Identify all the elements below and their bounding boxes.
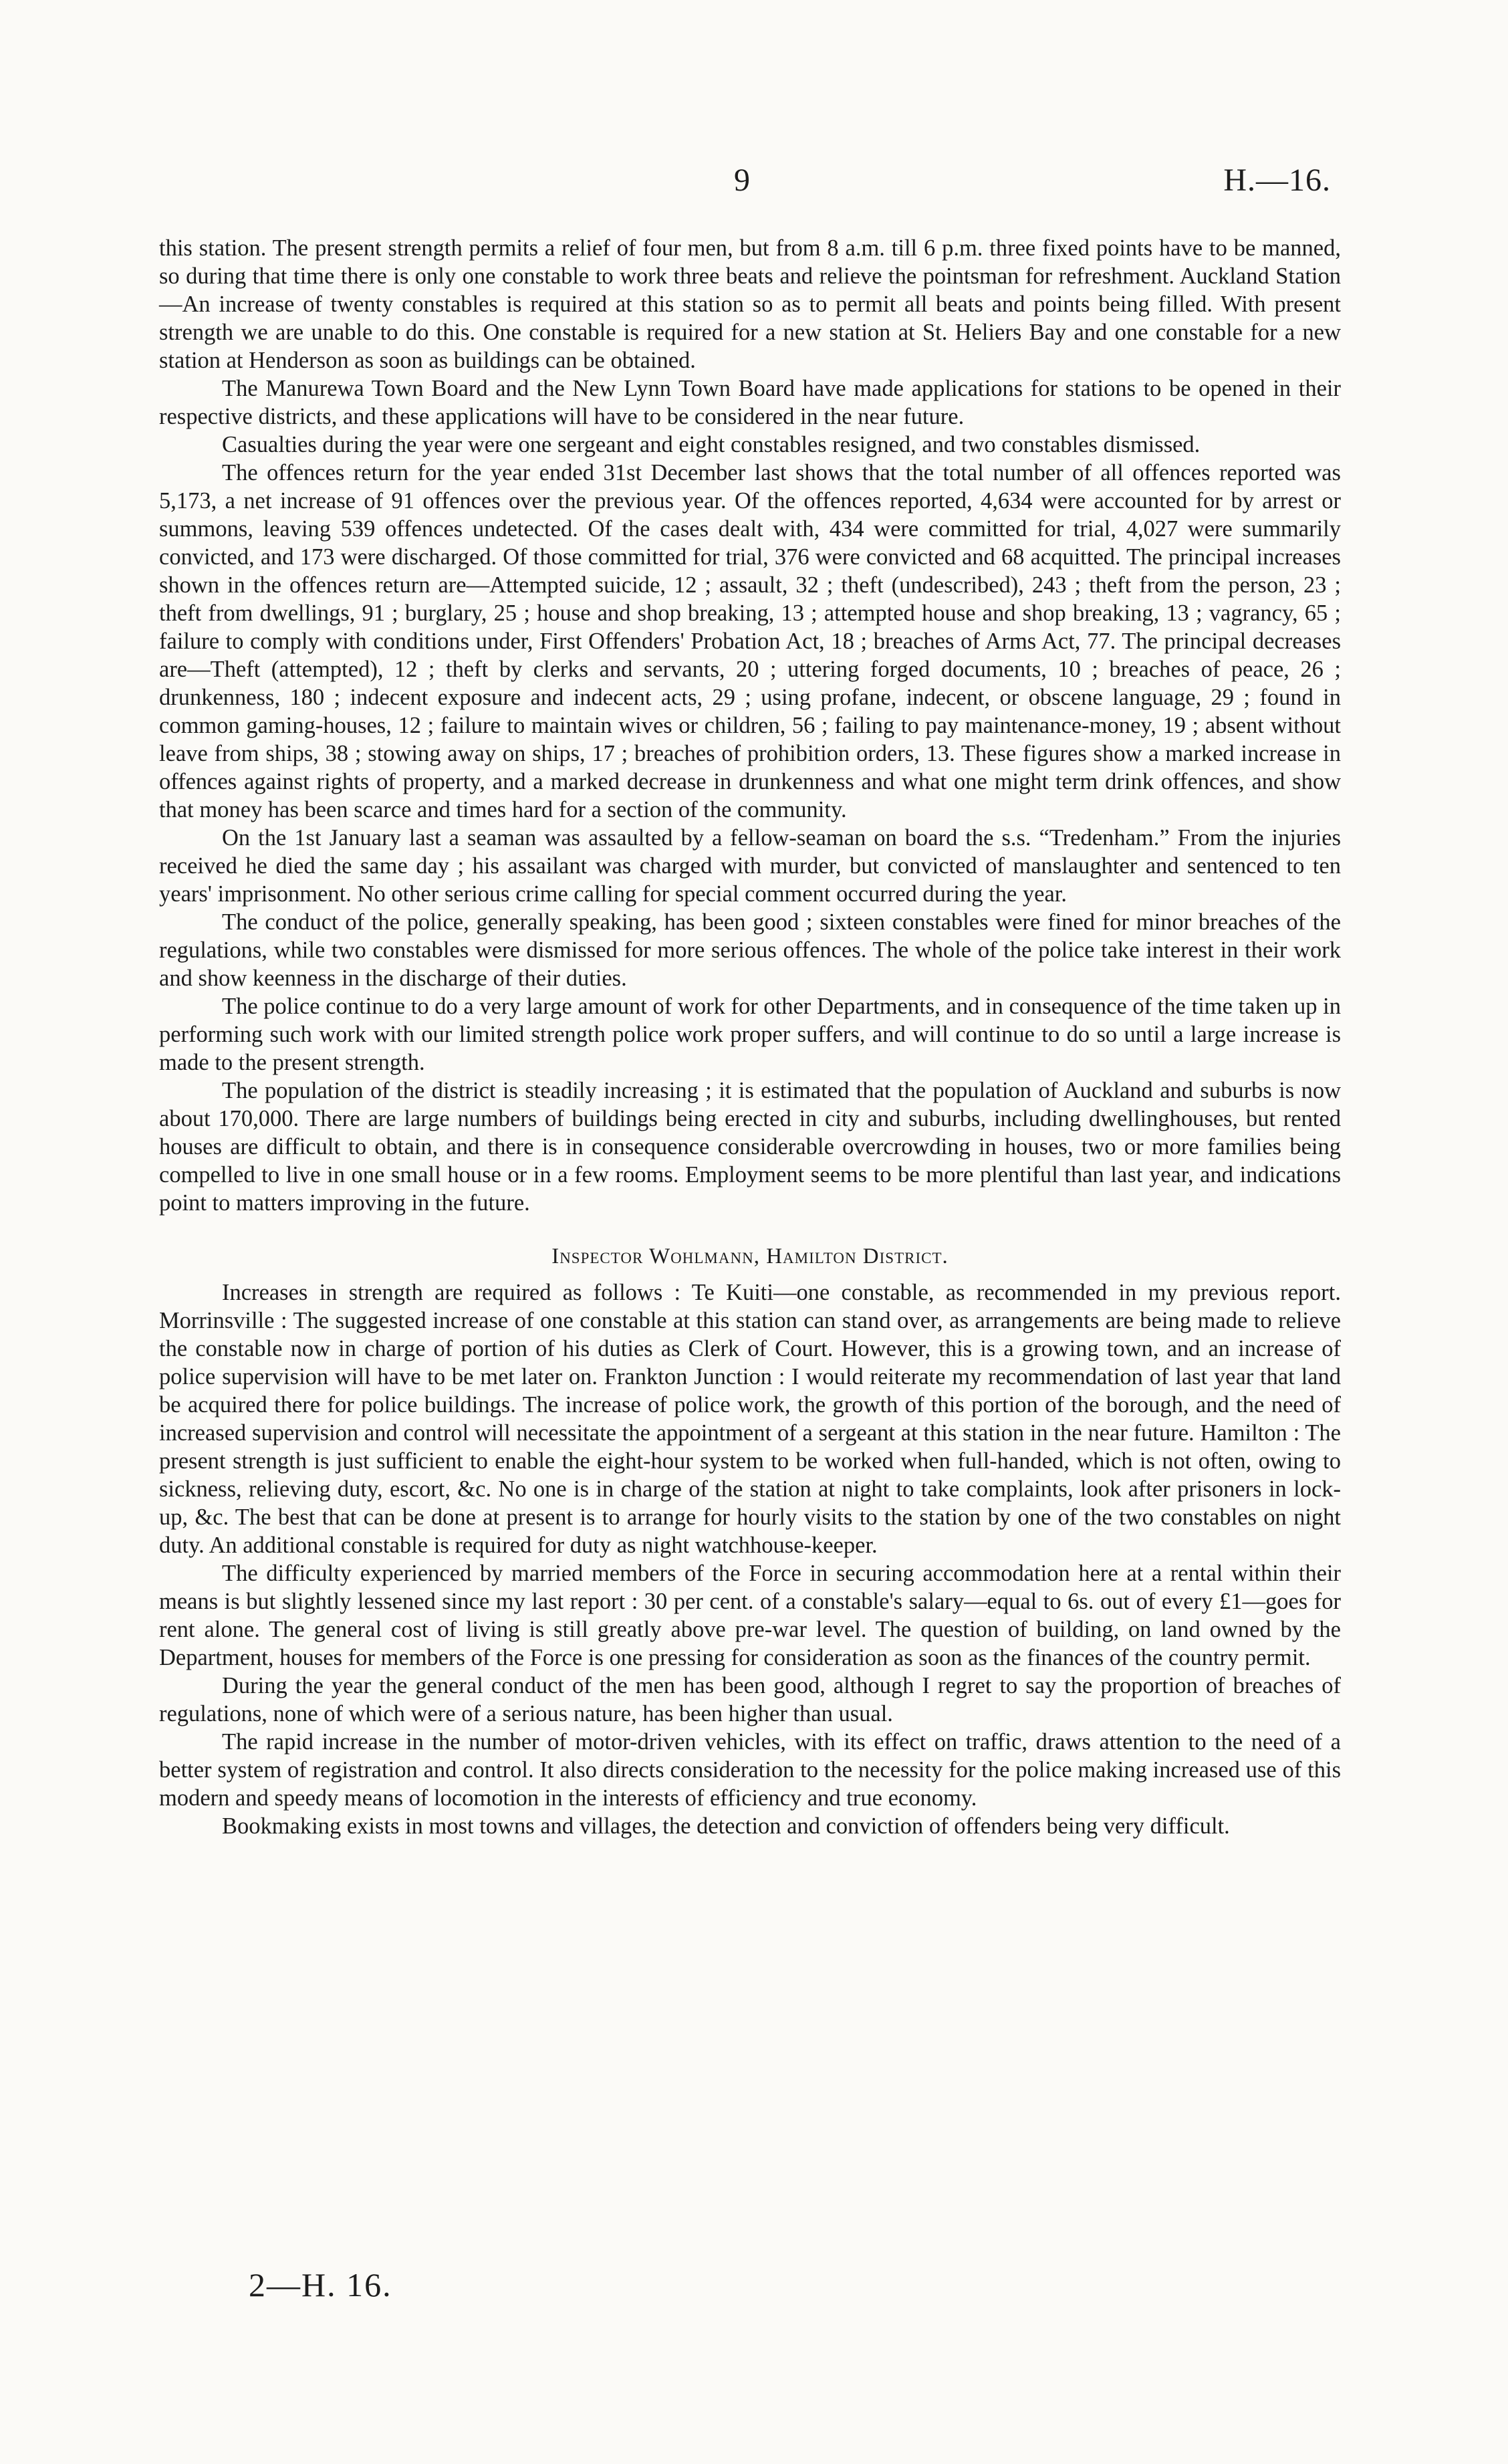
paragraph: Bookmaking exists in most towns and villages, the detection and conviction of offenders being very difficult. [222, 1813, 1230, 1839]
section-heading: Inspector Wohlmann, Hamilton District. [551, 1244, 949, 1268]
paragraph: The conduct of the police, generally speaking, has been good ; sixteen constables were fined for minor breaches of the regulations, while two constables were dismissed for more serious offences. The whole of the police take interest in their work and show keenness in the discharge of their duties. [159, 909, 1341, 991]
paragraph: During the year the general conduct of the men has been good, although I regret to say the proportion of breaches of regulations, none of which were of a serious nature, has been higher than usual. [159, 1673, 1341, 1726]
paragraph: Casualties during the year were one sergeant and eight constables resigned, and two constables dismissed. [222, 432, 1201, 457]
signature-mark: 2—H. 16. [249, 2266, 392, 2304]
page-header [0, 160, 1508, 201]
paragraph: The offences return for the year ended 31st December last shows that the total number of all offences reported was 5,173, a net increase of 91 offences over the previous year. Of the offences reported, 4,634 were accounted for by arrest or summons, leaving 539 offences undetected. Of the cases dealt with, 434 were committed for trial, 4,027 were summarily convicted, and 173 were discharged. Of those committed for trial, 376 were convicted and 68 acquitted. The principal increases shown in the offences return are—Attempted suicide, 12 ; assault, 32 ; theft (undescribed), 243 ; theft from the person, 23 ; theft from dwellings, 91 ; burglary, 25 ; house and shop breaking, 13 ; attempted house and shop breaking, 13 ; vagrancy, 65 ; failure to comply with conditions under, First Offenders' Probation Act, 18 ; breaches of Arms Act, 77. The principal decreases are—Theft (attempted), 12 ; theft by clerks and servants, 20 ; uttering forged documents, 10 ; breaches of peace, 26 ; drunkenness, 180 ; indecent exposure and indecent acts, 29 ; using profane, indecent, or obscene language, 29 ; found in common gaming-houses, 12 ; failure to maintain wives or children, 56 ; failing to pay maintenance-money, 19 ; absent without leave from ships, 38 ; stowing away on ships, 17 ; breaches of prohibition orders, 13. These figures show a marked increase in offences against rights of property, and a marked decrease in drunkenness and what one might term drink offences, and show that money has been scarce and times hard for a section of the community. [159, 460, 1341, 822]
paragraph: this station. The present strength permits a relief of four men, but from 8 a.m. till 6 p.m. three fixed points have to be manned, so during that time there is only one constable to work three beats and relieve the pointsman for refreshment. Auckland Station—An increase of twenty constables is required at this station so as to permit all beats and points being filled. With present strength we are unable to do this. One constable is required for a new station at St. Heliers Bay and one constable for a new station at Henderson as soon as buildings can be obtained. [159, 235, 1341, 373]
page-number: 9 [734, 162, 750, 198]
paragraph: The police continue to do a very large amount of work for other Departments, and in consequence of the time taken up in performing such work with our limited strength police work proper suffers, and will continue to do so until a large increase is made to the present strength. [159, 994, 1341, 1075]
paragraph: The difficulty experienced by married members of the Force in securing accommodation here at a rental within their means is but slightly lessened since my last report : 30 per cent. of a constable's salary—equal to 6s. out of every £1—goes for rent alone. The general cost of living is still greatly above pre-war level. The question of building, on land owned by the Department, houses for members of the Force is one pressing for consideration as soon as the finances of the country permit. [159, 1561, 1341, 1670]
report-body [159, 234, 1341, 1840]
paragraph: The rapid increase in the number of motor-driven vehicles, with its effect on traffic, draws attention to the need of a better system of registration and control. It also directs consideration to the necessity for the police making increased use of this modern and speedy means of locomotion in the interests of efficiency and true economy. [159, 1729, 1341, 1811]
paragraph: The Manurewa Town Board and the New Lynn Town Board have made applications for stations to be opened in their respective districts, and these applications will have to be considered in the near future. [159, 376, 1341, 429]
document-reference: H.—16. [1223, 162, 1331, 198]
paragraph: The population of the district is steadily increasing ; it is estimated that the population of Auckland and suburbs is now about 170,000. There are large numbers of buildings being erected in city and suburbs, including dwellinghouses, but rented houses are difficult to obtain, and there is in consequence considerable overcrowding in houses, two or more families being compelled to live in one small house or in a few rooms. Employment seems to be more plentiful than last year, and indications point to matters improving in the future. [159, 1078, 1341, 1216]
paragraph: On the 1st January last a seaman was assaulted by a fellow-seaman on board the s.s. “Tredenham.” From the injuries received he died the same day ; his assailant was charged with murder, but convicted of manslaughter and sentenced to ten years' imprisonment. No other serious crime calling for special comment occurred during the year. [159, 825, 1341, 907]
paragraph: Increases in strength are required as follows : Te Kuiti—one constable, as recommended in my previous report. Morrinsville : The suggested increase of one constable at this station can stand over, as arrangements are being made to relieve the constable now in charge of portion of his duties as Clerk of Court. However, this is a growing town, and an increase of police supervision will have to be met later on. Frankton Junction : I would reiterate my recommendation of last year that land be acquired there for police buildings. The increase of police work, the growth of this portion of the borough, and the need of increased supervision and control will necessitate the appointment of a sergeant at this station in the near future. Hamilton : The present strength is just sufficient to enable the eight-hour system to be worked when full-handed, which is not often, owing to sickness, relieving duty, escort, &c. No one is in charge of the station at night to take complaints, look after prisoners in lock-up, &c. The best that can be done at present is to arrange for hourly visits to the station by one of the two constables on night duty. An additional constable is required for duty as night watchhouse-keeper. [159, 1280, 1341, 1558]
